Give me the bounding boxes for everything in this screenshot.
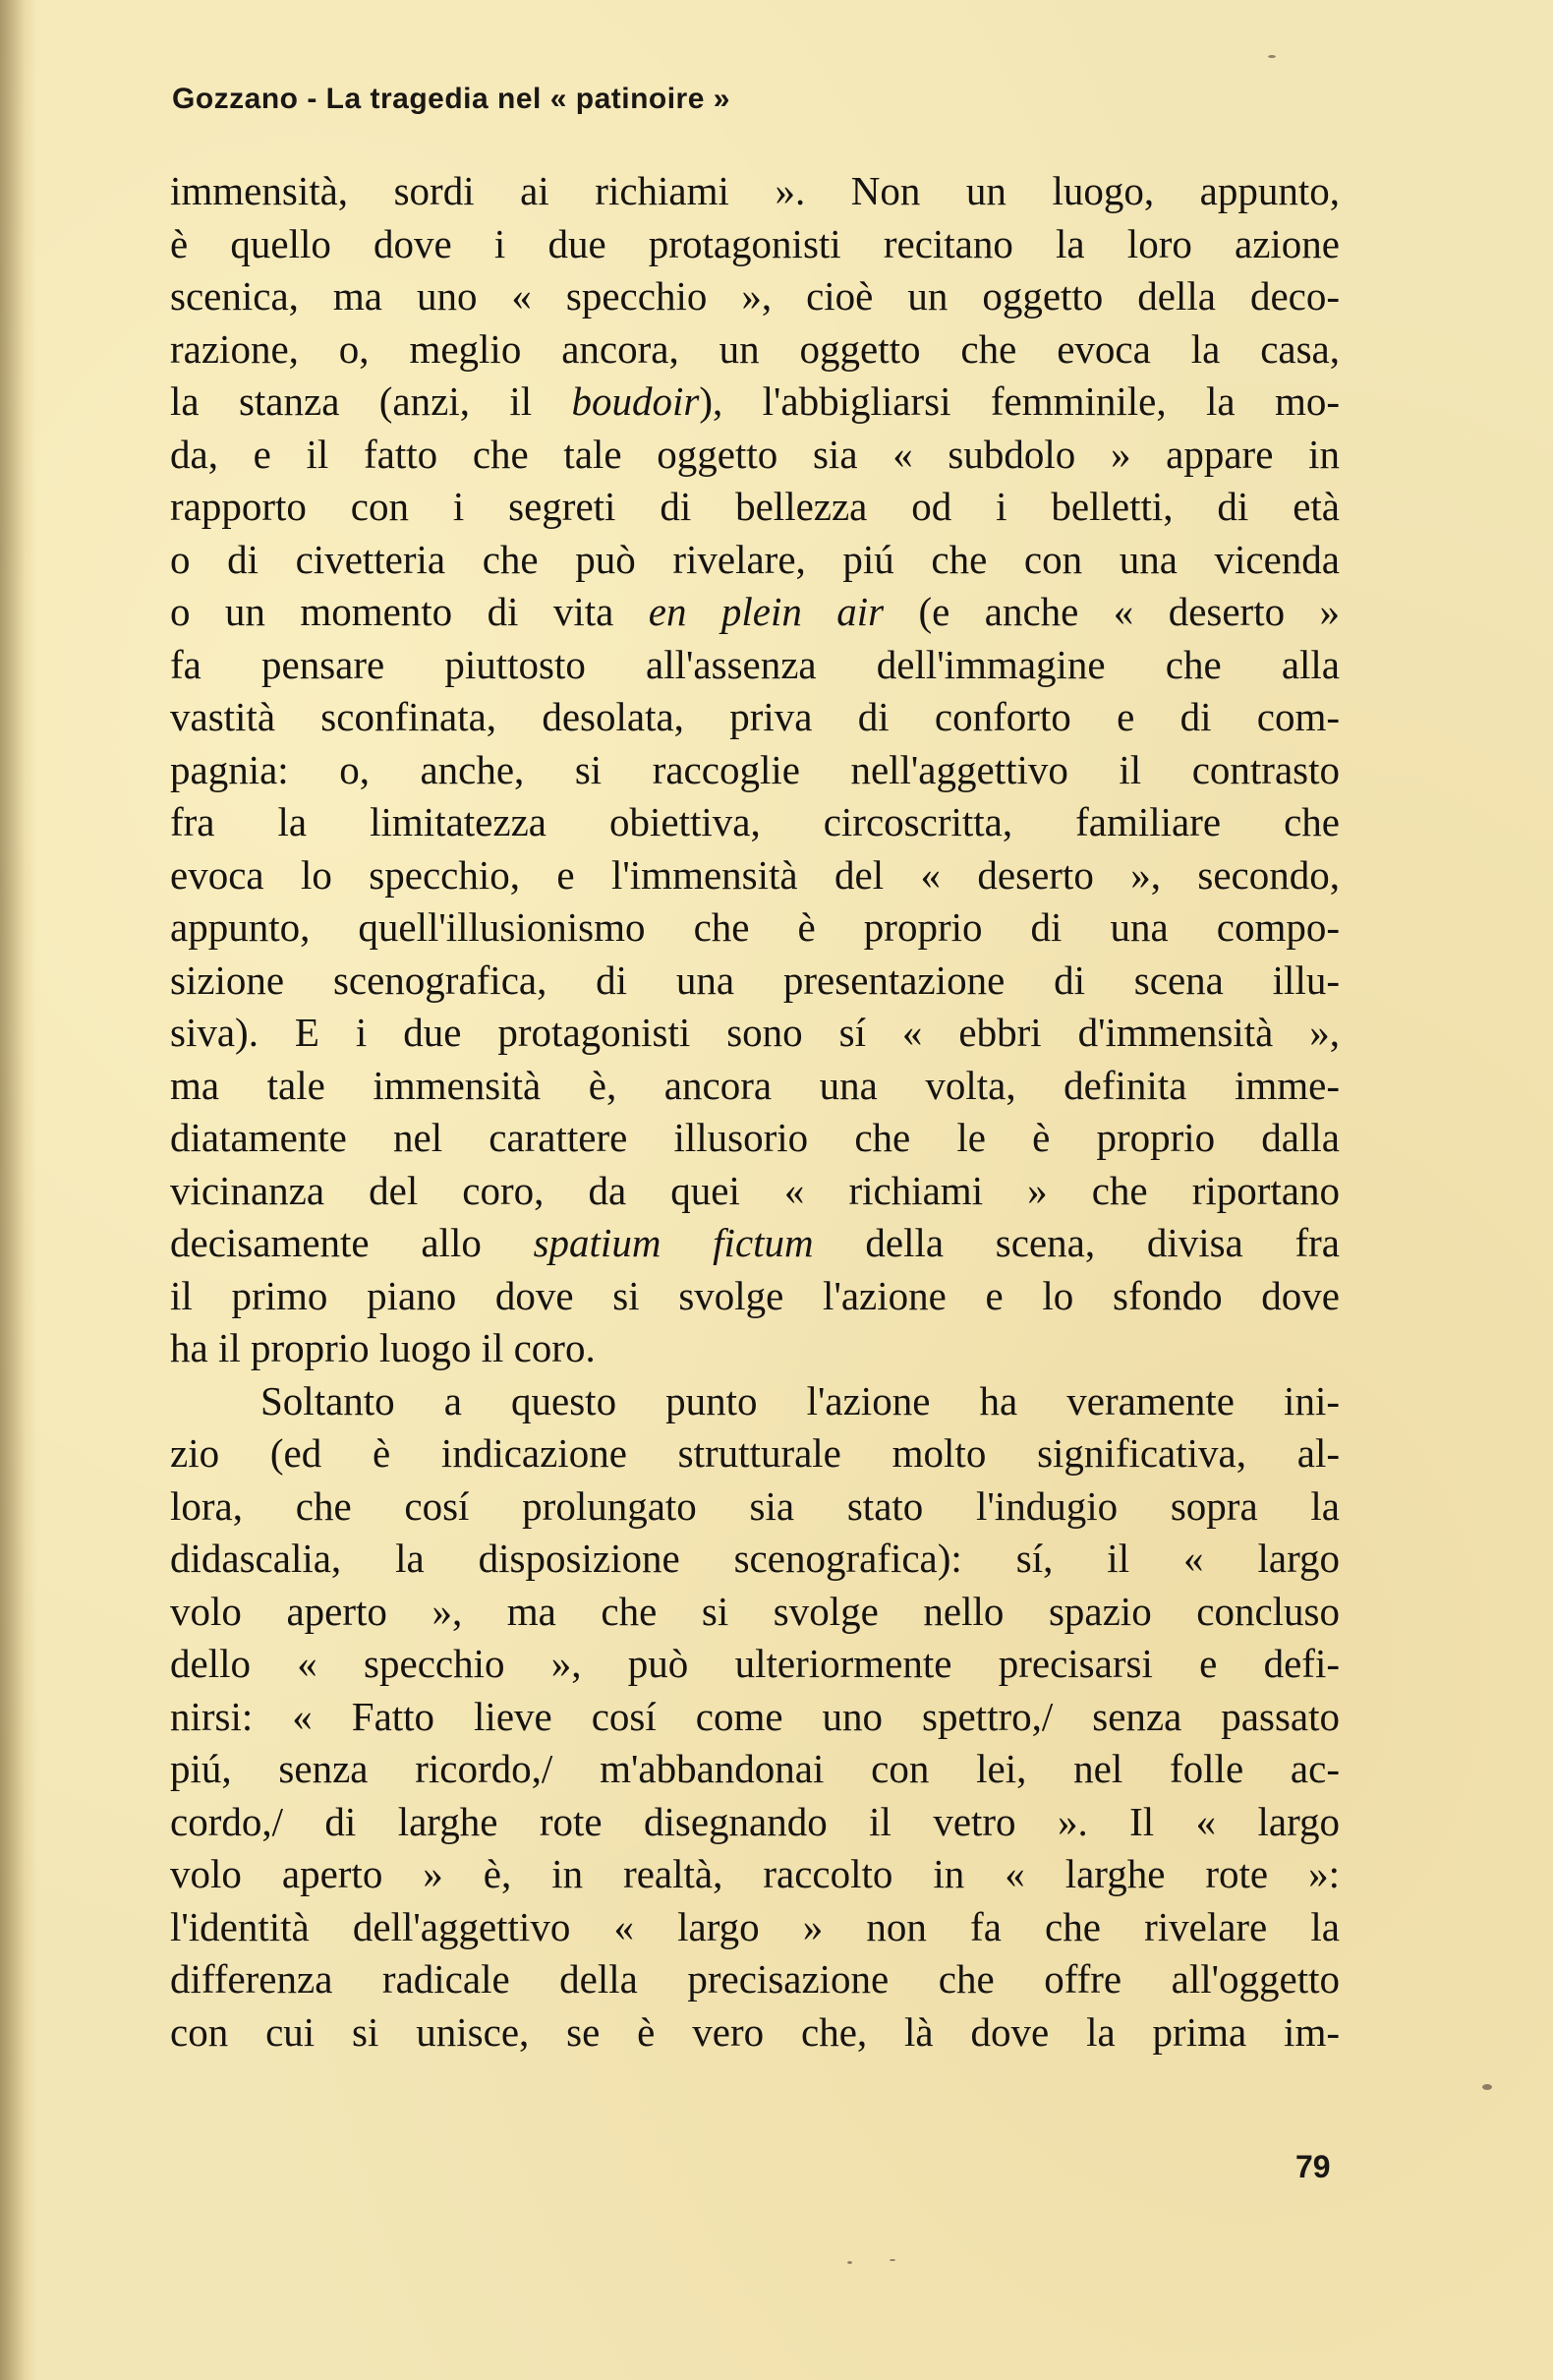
text-line: scenica, ma uno « specchio », cioè un oggetto della deco- [170, 273, 1340, 319]
text-line: vicinanza del coro, da quei « richiami » che riportano [170, 1167, 1340, 1213]
text-line: differenza radicale della precisazione che offre all'oggetto [170, 1956, 1340, 2002]
text-line: piú, senza ricordo,/ m'abbandonai con lei, nel folle ac- [170, 1746, 1340, 1791]
paragraph-start-line: Soltanto a questo punto l'azione ha veramente ini- [260, 1377, 1340, 1423]
text-line: pagnia: o, anche, si raccoglie nell'aggettivo il contrasto [170, 746, 1340, 792]
italic-term: en plein air [648, 589, 885, 634]
text-line: rapporto con i segreti di bellezza od i belletti, di età [170, 484, 1340, 529]
text-line: da, e il fatto che tale oggetto sia « subdolo » appare in [170, 431, 1340, 477]
text-line: l'identità dell'aggettivo « largo » non fa che rivelare la [170, 1903, 1340, 1949]
text-line: ma tale immensità è, ancora una volta, definita imme- [170, 1062, 1340, 1108]
text-line: immensità, sordi ai richiami ». Non un luogo, appunto, [170, 168, 1340, 213]
page-left-edge-shadow [0, 0, 35, 2380]
italic-term: boudoir [571, 378, 700, 424]
text-line: vastità sconfinata, desolata, priva di conforto e di com- [170, 694, 1340, 739]
text-line: è quello dove i due protagonisti recitano la loro azione [170, 220, 1340, 266]
text-line: la stanza (anzi, il boudoir), l'abbigliarsi femminile, la mo- [170, 378, 1340, 424]
text-line: il primo piano dove si svolge l'azione e lo sfondo dove [170, 1272, 1340, 1318]
text-line: sizione scenografica, di una presentazione di scena illu- [170, 957, 1340, 1003]
paper-speck [1482, 2084, 1492, 2090]
page-number: 79 [1295, 2149, 1331, 2184]
paper-speck [890, 2259, 895, 2261]
text-line: volo aperto » è, in realtà, raccolto in « larghe rote »: [170, 1851, 1340, 1896]
text-line: nirsi: « Fatto lieve cosí come uno spettro,/ senza passato [170, 1693, 1340, 1739]
body-text [170, 165, 1340, 2059]
text-line: volo aperto », ma che si svolge nello spazio concluso [170, 1588, 1340, 1634]
text-line: razione, o, meglio ancora, un oggetto che evoca la casa, [170, 325, 1340, 372]
text-line: con cui si unisce, se è vero che, là dove la prima im- [170, 2008, 1340, 2055]
text-line: dello « specchio », può ulteriormente precisarsi e defi- [170, 1641, 1340, 1686]
text-line: evoca lo specchio, e l'immensità del « deserto », secondo, [170, 851, 1340, 898]
running-head: Gozzano - La tragedia nel « patinoire » [172, 83, 730, 115]
text-line: decisamente allo spatium fictum della scena, divisa fra [170, 1220, 1340, 1265]
text-line: diatamente nel carattere illusorio che le è proprio dalla [170, 1115, 1340, 1160]
paper-speck [1268, 55, 1276, 58]
text-line: appunto, quell'illusionismo che è proprio di una compo- [170, 904, 1340, 950]
text-line: didascalia, la disposizione scenografica): sí, il « largo [170, 1536, 1340, 1581]
text-line: cordo,/ di larghe rote disegnando il vetro ». Il « largo [170, 1798, 1340, 1844]
italic-term: spatium fictum [533, 1220, 814, 1265]
text-line: o un momento di vita en plein air (e anche « deserto » [170, 589, 1340, 634]
text-line: fa pensare piuttosto all'assenza dell'immagine che alla [170, 641, 1340, 687]
text-line: zio (ed è indicazione strutturale molto significativa, al- [170, 1430, 1340, 1476]
text-line: fra la limitatezza obiettiva, circoscritta, familiare che [170, 799, 1340, 844]
text-line: lora, che cosí prolungato sia stato l'indugio sopra la [170, 1482, 1340, 1529]
text-line: siva). E i due protagonisti sono sí « ebbri d'immensità », [170, 1010, 1340, 1055]
paragraph-end-line: ha il proprio luogo il coro. [170, 1325, 596, 1370]
text-line: o di civetteria che può rivelare, piú che con una vicenda [170, 536, 1340, 582]
paper-speck [847, 2261, 852, 2264]
